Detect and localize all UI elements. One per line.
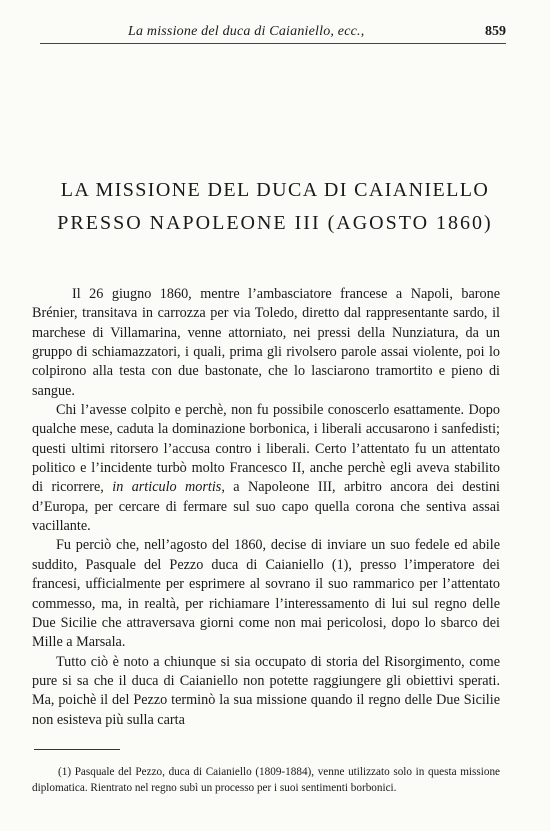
header-rule (40, 43, 506, 44)
paragraph-1 (32, 285, 500, 401)
footnote-rule (34, 749, 120, 750)
paragraph-2 (32, 401, 500, 536)
paragraph-text: Fu perciò che, nell’agosto del 1860, decise di inviare un suo fedele ed abile suddito, Pasquale del Pezzo duca di Caianiello (1), presso l’imperatore dei francesi, ufficialmente per esprimere al sovrano il suo rammarico per l’attentato commesso, ma, in realtà, per richiamare l’interessamento di lui sul regno delle Due Sicilie che attraversava giorni come non mai pericolosi, dopo lo sbarco dei Mille a Marsala. (32, 537, 500, 651)
paragraph-text: Chi l’avesse colpito e perchè, non fu possibile conoscerlo esattamente. Dopo qualche mese, caduta la dominazione borbonica, i liberali accusarono i sanfedisti; questi ultimi ritorsero l’accusa contro i liberali. Certo l’attentato fu un attentato politico e l’incidente turbò molto Francesco II, anche perchè egli aveva stabilito di ricorrere, (32, 402, 500, 496)
article-title-line-1: LA MISSIONE DEL DUCA DI CAIANIELLO (60, 179, 490, 201)
running-title: La missione del duca di Caianiello, ecc., (128, 24, 365, 39)
page-number: 859 (485, 24, 506, 39)
latin-phrase: in articulo mortis (112, 479, 222, 496)
paragraph-text-continued: , a Napoleone III, arbitro ancora dei destini d’Europa, per cercare di fermare sul suo capo quella corona che sentiva assai vacillante. (32, 479, 500, 535)
paragraph-text: Il 26 giugno 1860, mentre l’ambasciatore francese a Napoli, barone Brénier, transitava in carrozza per via Toledo, diretto dal rappresentante sardo, il marchese di Villamarina, venne attorniato, nei pressi della Nunziatura, da un gruppo di schiamazzatori, i quali, prima gli rivolsero parole assai violente, poi lo colpirono alla testa con due bastonate, che lo lasciarono tramortito e pieno di sangue. (32, 286, 500, 399)
footnote-text: (1) Pasquale del Pezzo, duca di Caianiello (1809-1884), venne utilizzato solo in questa missione diplomatica. Rientrato nel regno subì un processo per i suoi sentimenti borbonici. (32, 766, 500, 794)
article-body (32, 285, 500, 730)
paragraph-text: Tutto ciò è noto a chiunque si sia occupato di storia del Risorgimento, come pure si sa che il duca di Caianiello non potette raggiungere gli obiettivi sperati. Ma, poichè il del Pezzo terminò la sua missione quando il regno delle Due Sicilie non esisteva più sulla carta (32, 653, 500, 728)
paragraph-4 (32, 653, 500, 730)
running-head (40, 22, 506, 44)
article-title-line-2: PRESSO NAPOLEONE III (AGOSTO 1860) (57, 212, 493, 234)
paragraph-3 (32, 536, 500, 652)
footnote (32, 764, 500, 796)
